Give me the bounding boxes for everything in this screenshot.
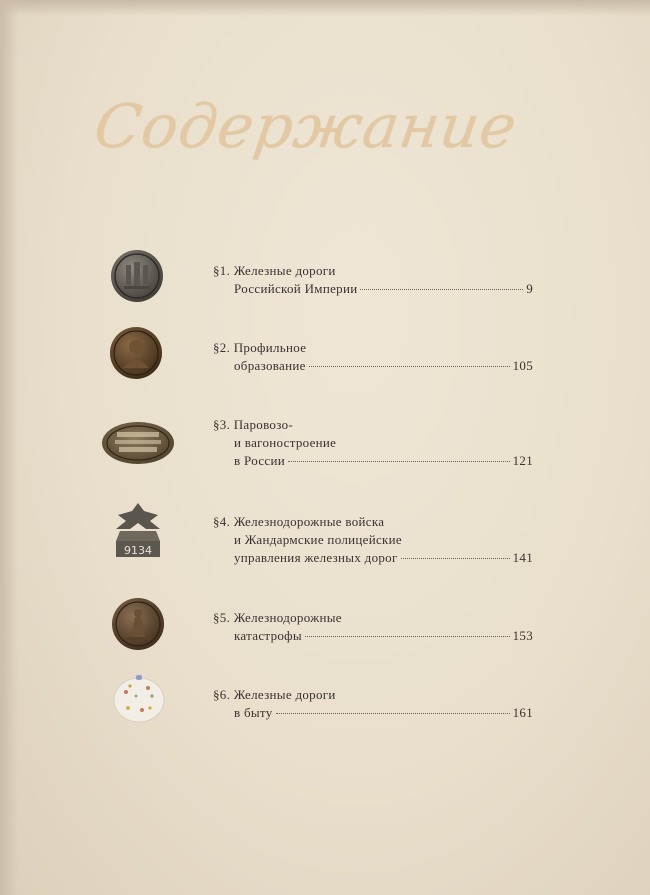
dot-leader [401,558,510,559]
page-number: 121 [512,453,533,468]
medal-figure-icon [111,597,165,651]
page-number: 9 [526,281,533,296]
medal-portrait-icon [109,326,163,380]
porcelain-plate-icon [112,674,166,724]
entry-title-line: Железные дороги [233,263,336,278]
page-shadow-top [0,0,650,16]
entry-title-line: Российской Империи [234,281,358,296]
page-shadow-left [0,0,18,895]
badge-number: 9134 [124,544,152,557]
entry-title-line: в быту [234,705,273,720]
entry-title-line: образование [234,358,306,373]
entry-title-line: Железные дороги [233,687,336,702]
dot-leader [309,366,510,367]
dot-leader [360,289,523,290]
entry-number: §1. [213,263,231,278]
dot-leader [288,461,510,462]
page-title: Содержание [90,92,522,162]
page-number: 105 [512,358,533,373]
eagle-badge-icon [112,501,164,559]
entry-title-line: катастрофы [234,628,302,643]
entry-title-line: управления железных дорог [234,550,398,565]
entry-title-line: Железнодорожные [233,610,342,625]
page-number: 141 [512,550,533,565]
entry-title-line: Профильное [233,340,307,355]
dot-leader [276,713,510,714]
entry-title-line: в России [234,453,285,468]
entry-number: §2. [213,340,231,355]
page-number: 153 [512,628,533,643]
entry-number: §3. [213,417,231,432]
page-number: 161 [512,705,533,720]
entry-number: §6. [213,687,231,702]
oval-plate-icon [101,421,175,465]
entry-number: §5. [213,610,231,625]
entry-title-line: Железнодорожные войска [233,514,385,529]
entry-number: §4. [213,514,231,529]
coin-icon [110,249,164,303]
entry-title-line: и Жандармские полицейские [234,532,402,547]
entry-title-line: и вагоностроение [234,435,337,450]
entry-title-line: Паровозо- [233,417,294,432]
dot-leader [305,636,510,637]
